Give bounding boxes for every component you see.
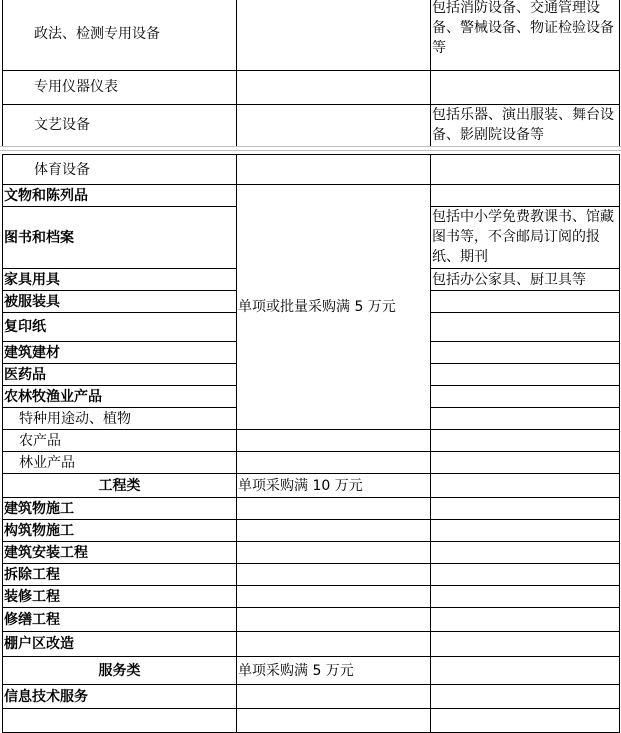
category-name: 建筑物施工 (3, 498, 237, 520)
category-name: 医药品 (3, 364, 237, 386)
table-row (3, 452, 620, 474)
category-name: 文物和陈列品 (3, 185, 237, 207)
item-note (431, 430, 620, 452)
item-note (431, 313, 620, 342)
table-row (3, 104, 620, 146)
item-note (431, 542, 620, 564)
table-row (3, 498, 620, 520)
item-note (431, 520, 620, 542)
category-name: 图书和档案 (3, 207, 237, 269)
threshold-cell (237, 70, 431, 104)
category-name: 被服装具 (3, 291, 237, 313)
item-note (431, 291, 620, 313)
item-name: 体育设备 (3, 155, 237, 185)
table-row (3, 0, 620, 70)
category-name: 家具用具 (3, 269, 237, 291)
item-note (431, 452, 620, 474)
item-note: 包括消防设备、交通管理设备、警械设备、物证检验设备等 (431, 0, 620, 70)
item-note (431, 685, 620, 709)
threshold-cell (237, 520, 431, 542)
section-heading: 服务类 (3, 657, 237, 685)
item-note (431, 608, 620, 632)
item-name: 政法、检测专用设备 (3, 0, 237, 70)
threshold-cell (237, 498, 431, 520)
item-note (431, 498, 620, 520)
item-note (431, 709, 620, 733)
item-note (431, 386, 620, 408)
category-name: 建筑安装工程 (3, 542, 237, 564)
table-row (3, 685, 620, 709)
threshold-cell (237, 685, 431, 709)
page-break-separator (0, 146, 621, 154)
item-name: 林业产品 (3, 452, 237, 474)
threshold-cell (237, 586, 431, 608)
threshold-cell (237, 709, 431, 733)
category-name: 复印纸 (3, 313, 237, 342)
threshold-cell (237, 104, 431, 146)
category-name: 农林牧渔业产品 (3, 386, 237, 408)
threshold-cell (237, 452, 431, 474)
threshold-cell (237, 155, 431, 185)
table-row (3, 542, 620, 564)
threshold-cell (237, 0, 431, 70)
item-note (431, 632, 620, 657)
item-note: 包括乐器、演出服装、舞台设备、影剧院设备等 (431, 104, 620, 146)
table-row (3, 474, 620, 498)
table-row (3, 185, 620, 207)
item-name: 农产品 (3, 430, 237, 452)
table-row (3, 520, 620, 542)
table-row (3, 564, 620, 586)
table-row (3, 632, 620, 657)
threshold-cell: 单项采购满 5 万元 (237, 657, 431, 685)
item-name: 专用仪器仪表 (3, 70, 237, 104)
table-row (3, 70, 620, 104)
threshold-cell (237, 632, 431, 657)
item-note (431, 185, 620, 207)
item-note (431, 342, 620, 364)
category-name: 修缮工程 (3, 608, 237, 632)
table-row (3, 657, 620, 685)
category-name: 信息技术服务 (3, 685, 237, 709)
goods-threshold-cell: 单项或批量采购满 5 万元 (237, 185, 431, 430)
item-name: 特种用途动、植物 (3, 408, 237, 430)
threshold-cell: 单项采购满 10 万元 (237, 474, 431, 498)
table-row (3, 709, 620, 733)
category-name: 建筑建材 (3, 342, 237, 364)
item-note (431, 155, 620, 185)
item-note (431, 70, 620, 104)
table-row (3, 155, 620, 185)
threshold-cell (237, 430, 431, 452)
table-row (3, 586, 620, 608)
item-note (431, 564, 620, 586)
item-note (431, 408, 620, 430)
item-note (431, 474, 620, 498)
section-heading: 工程类 (3, 474, 237, 498)
category-name: 装修工程 (3, 586, 237, 608)
item-note (431, 657, 620, 685)
table-row (3, 430, 620, 452)
item-name (3, 709, 237, 733)
threshold-cell (237, 564, 431, 586)
procurement-table-top (2, 0, 620, 147)
category-name: 构筑物施工 (3, 520, 237, 542)
item-note (431, 364, 620, 386)
item-name: 文艺设备 (3, 104, 237, 146)
procurement-table-main (2, 154, 620, 733)
table-row (3, 608, 620, 632)
threshold-cell (237, 608, 431, 632)
category-name: 棚户区改造 (3, 632, 237, 657)
threshold-cell (237, 542, 431, 564)
item-note: 包括中小学免费教课书、馆藏图书等，不含邮局订阅的报纸、期刊 (431, 207, 620, 269)
item-note: 包括办公家具、厨卫具等 (431, 269, 620, 291)
category-name: 拆除工程 (3, 564, 237, 586)
item-note (431, 586, 620, 608)
